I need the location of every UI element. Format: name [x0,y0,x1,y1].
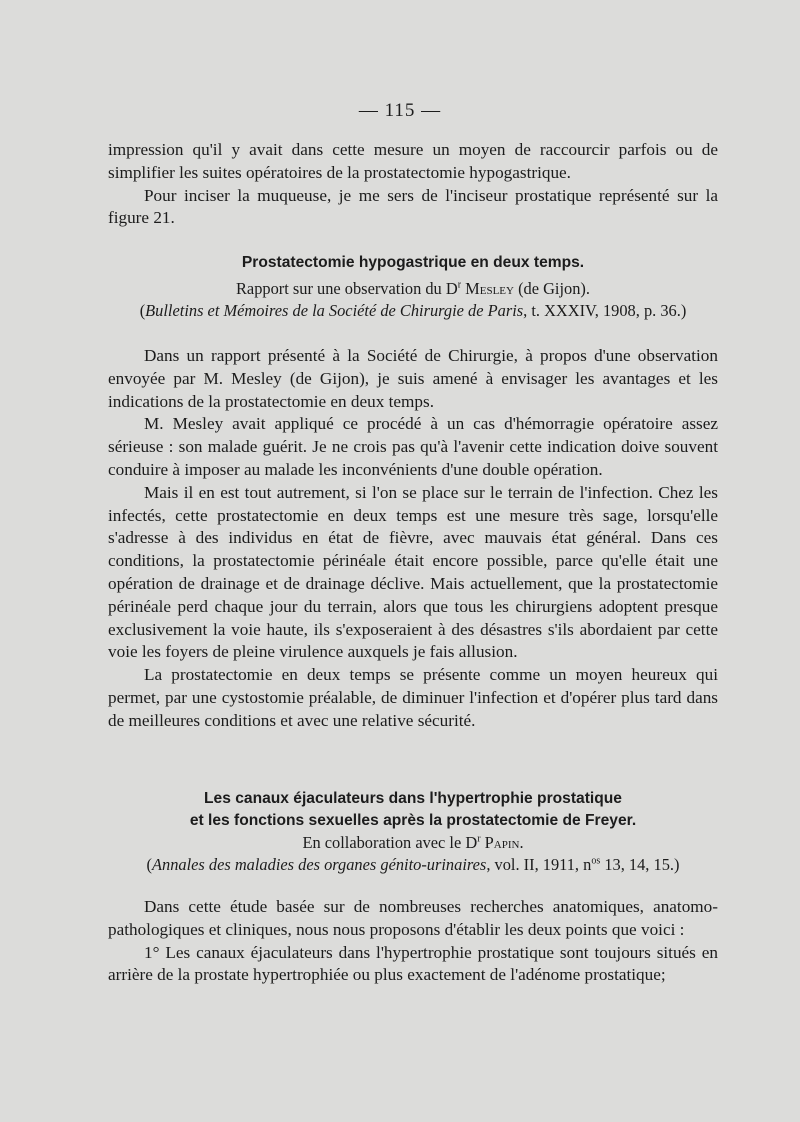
collab-sup: r [477,833,481,845]
page-number: — 115 — [358,100,442,121]
report-suffix: (de Gijon). [518,279,590,298]
collab-name: Papin. [484,833,524,852]
report-name: Mesley [465,279,514,298]
section-2-header [108,788,718,876]
citation-details-a: , vol. II, 1911, n [486,855,592,874]
section-2-body [108,896,718,987]
section-2-paragraph-1: Dans cette étude basée sur de nombreuses recherches anatomiques, anatomo-pathologiques et cliniques, nous nous proposons d'établir les deux points que voici : [108,897,718,939]
citation-journal: Bulletins et Mémoires de la Société de Chirurgie de Paris [145,301,524,320]
section-1-citation [108,300,718,322]
section-1-report-line [108,278,718,300]
section-2-collab-line [108,832,718,854]
intro-paragraph-2: Pour inciser la muqueuse, je me sers de l'inciseur prostatique représenté sur la figure 21. [108,185,718,228]
section-1-paragraph-3: Mais il en est tout autrement, si l'on se place sur le terrain de l'infection. Chez les infectés, cette prostatectomie en deux temps est une mesure très sage, lorsqu'elle s'adresse à des individus en état de fièvre, avec mauvais état général. Dans ces conditions, la prostatectomie périnéale était encore possible, parce qu'elle était une opération de drainage et de drainage déclive. Mais actuellement, que la prostatectomie périnéale perd chaque jour du terrain, alors que tous les chirurgiens adoptent presque exclusivement la voie haute, ils s'exposeraient à des désastres s'ils abordaient par cette voie les foyers de pleine virulence auxquels je fais allusion. [108,482,718,662]
citation-open: ( [139,301,146,320]
intro-text [108,139,718,230]
citation-journal: Annales des maladies des organes génito-urinaires [152,855,487,874]
section-1-header [108,252,718,322]
citation-details: , t. XXXIV, 1908, p. 36.) [523,301,687,320]
report-sup: r [457,279,462,291]
citation-sup: os [591,855,601,867]
section-1-title: Prostatectomie hypogastrique en deux temps. [241,254,585,271]
section-2-paragraph-2: 1° Les canaux éjaculateurs dans l'hypertrophie prostatique sont toujours situés en arrière de la prostate hypertrophiée ou plus exactement de l'adénome prostatique; [108,942,718,985]
section-1-paragraph-4: La prostatectomie en deux temps se présente comme un moyen heureux qui permet, par une cystostomie préalable, de diminuer l'infection et d'opérer plus tard dans de meilleures conditions et avec une relative sécurité. [108,665,718,730]
section-1-body [108,345,718,733]
section-2-title-line-1: Les canaux éjaculateurs dans l'hypertrophie prostatique [204,790,622,807]
collab-prefix: En collaboration avec le D [302,833,478,852]
section-2-citation [108,854,718,876]
citation-details-b: 13, 14, 15.) [600,855,680,874]
citation-open: ( [146,855,152,874]
section-1-paragraph-1: Dans un rapport présenté à la Société de Chirurgie, à propos d'une observation envoyée par M. Mesley (de Gijon), je suis amené à envisager les avantages et les indications de la prostatectomie en deux temps. [108,346,718,411]
section-1-paragraph-2: M. Mesley avait appliqué ce procédé à un cas d'hémorragie opératoire assez sérieuse : son malade guérit. Je ne crois pas qu'à l'avenir cette indication doive souvent conduire à imposer au malade les inconvénients d'une double opération. [108,414,718,479]
report-prefix: Rapport sur une observation du D [236,279,458,298]
section-2-title-line-2: et les fonctions sexuelles après la prostatectomie de Freyer. [189,812,637,829]
intro-paragraph-1: impression qu'il y avait dans cette mesure un moyen de raccourcir parfois ou de simplifier les suites opératoires de la prostatectomie hypogastrique. [108,140,718,182]
